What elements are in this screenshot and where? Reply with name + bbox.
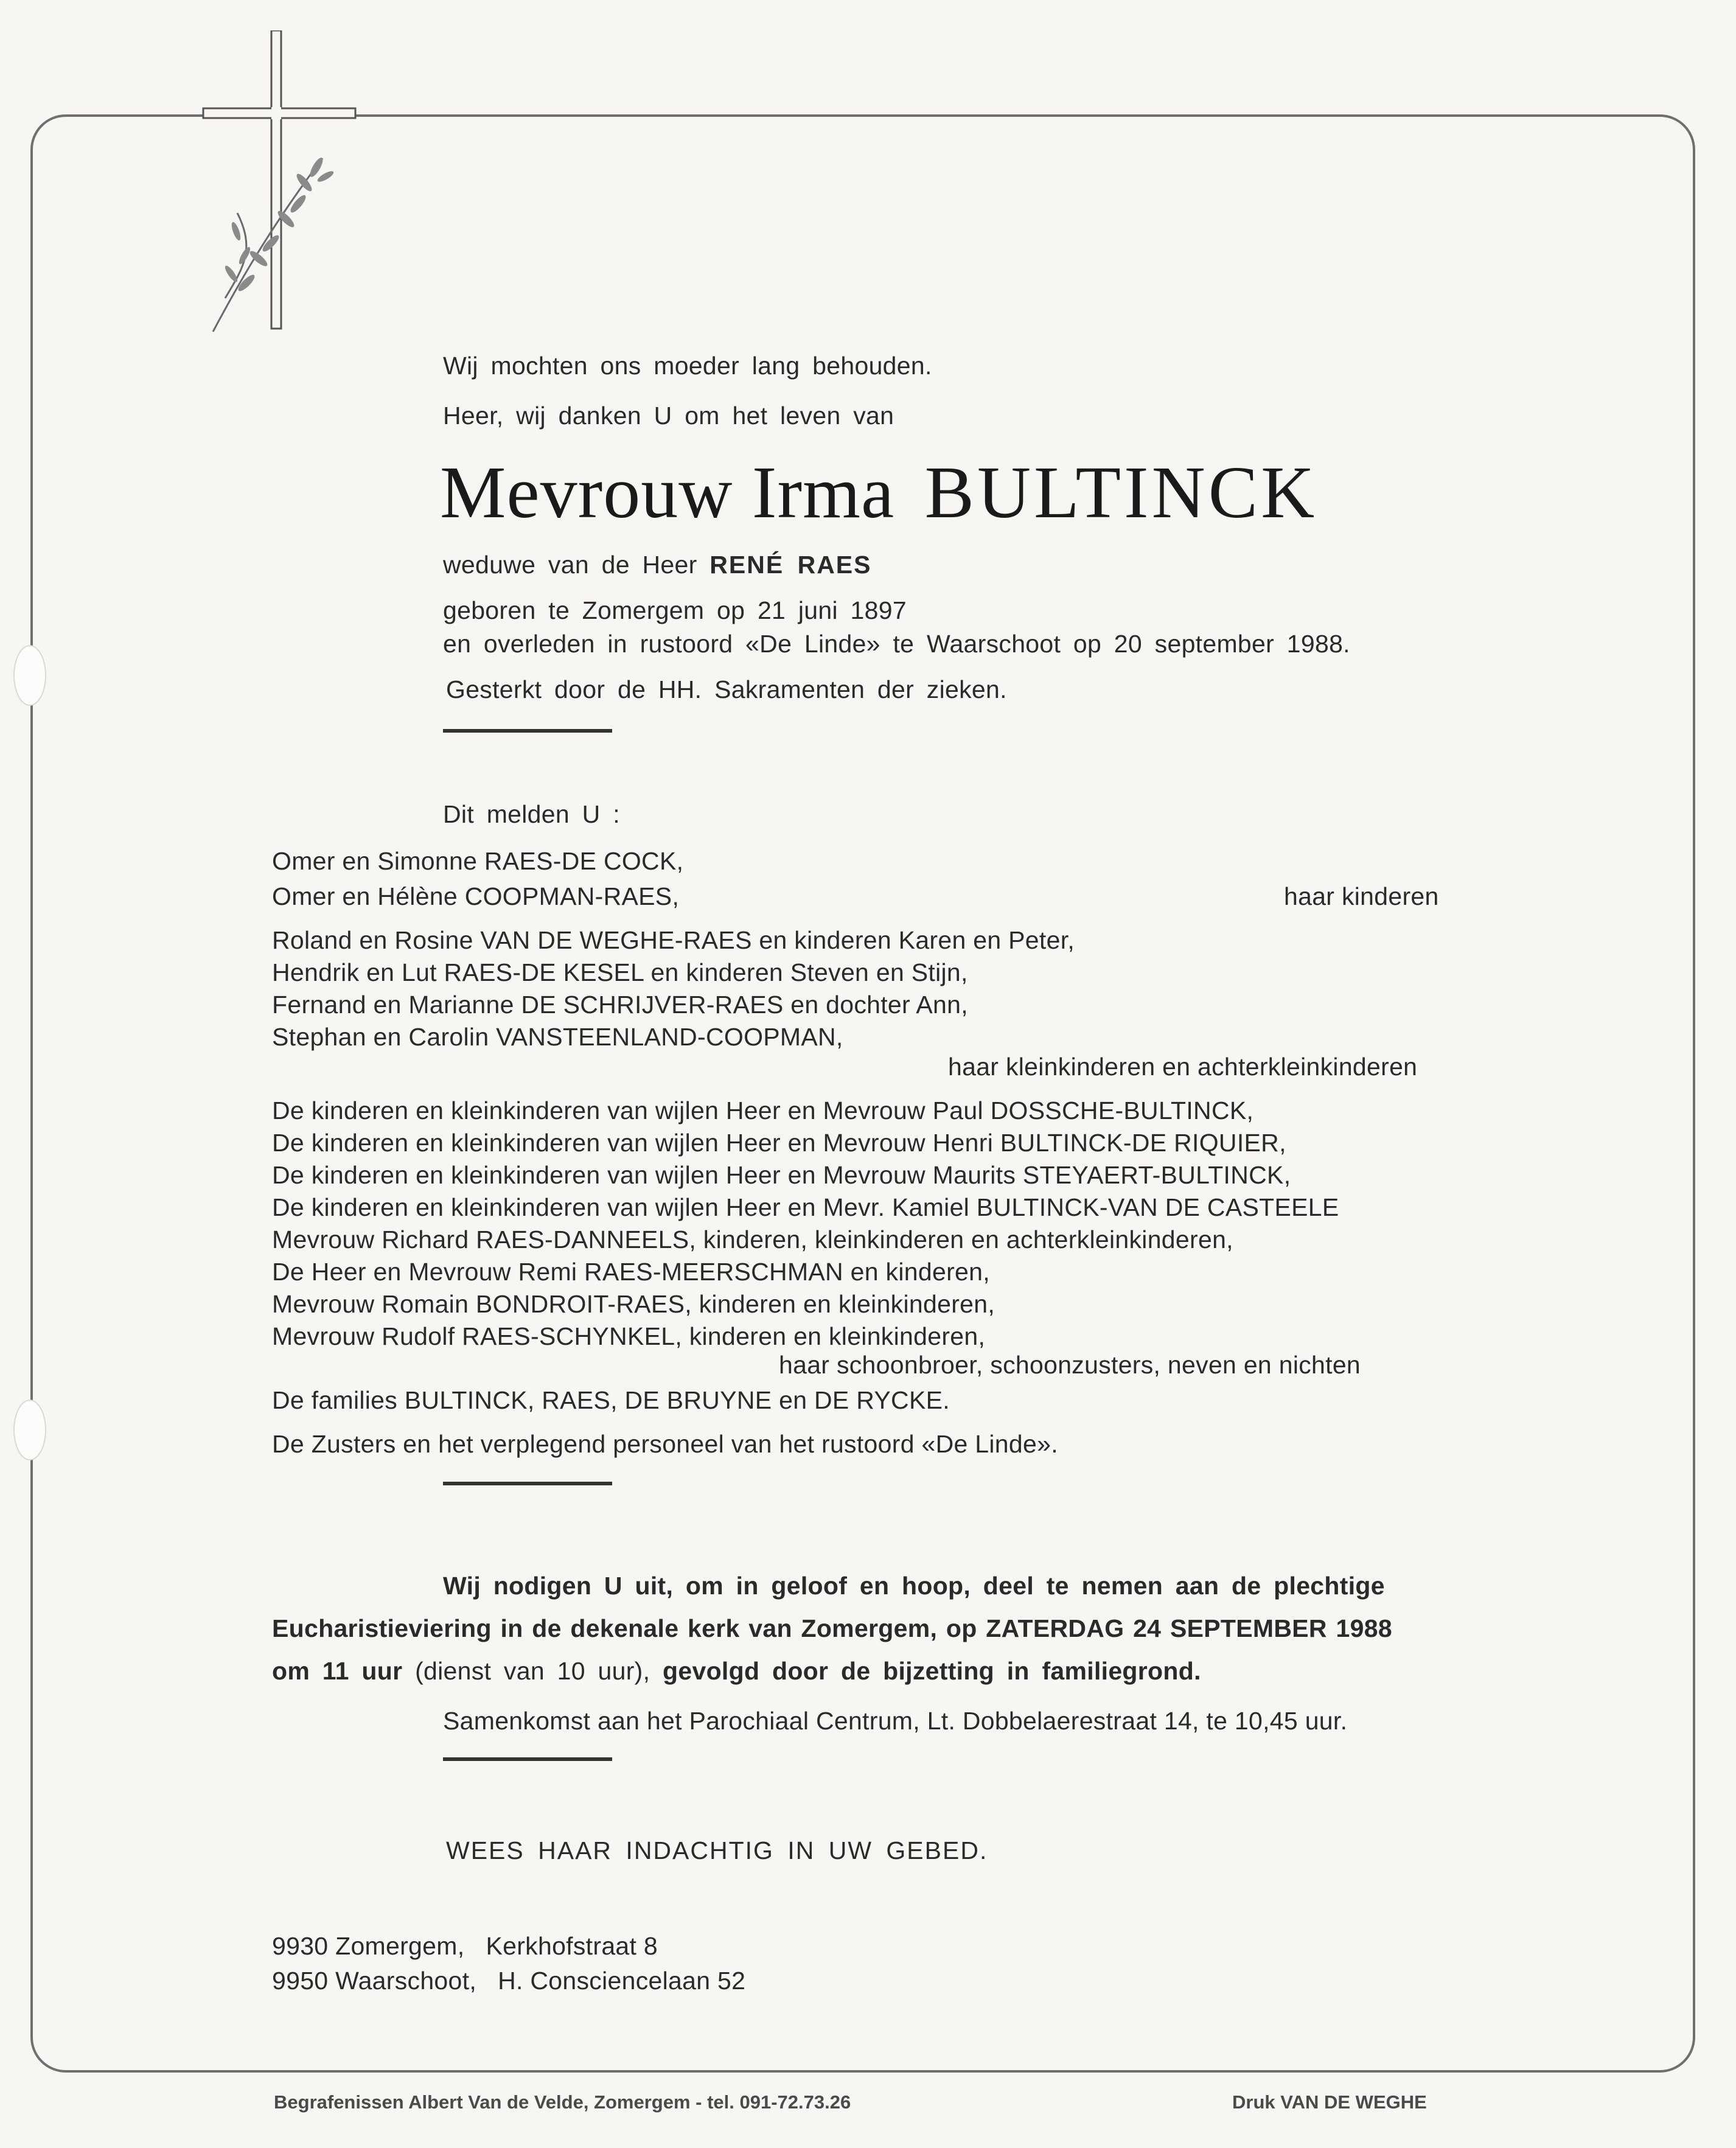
invitation-line [272,1657,1201,1686]
family-line: Mevrouw Rudolf RAES-SCHYNKEL, kinderen en kleinkinderen, [272,1322,986,1350]
spouse-name: RENÉ RAES [709,551,872,579]
punch-hole [13,645,46,706]
family-line: De kinderen en kleinkinderen van wijlen Heer en Mevr. Kamiel BULTINCK-VAN DE CASTEELE [272,1193,1339,1221]
deceased-name [440,450,1317,535]
family-line: De kinderen en kleinkinderen van wijlen Heer en Mevrouw Henri BULTINCK-DE RIQUIER, [272,1129,1286,1157]
cross-with-branches-icon [201,30,359,335]
announce-heading: Dit melden U : [443,800,620,828]
undertaker-footer: Begrafenissen Albert Van de Velde, Zomergem - tel. 091-72.73.26 [274,2091,851,2113]
address-line: 9950 Waarschoot, H. Consciencelaan 52 [272,1967,746,1995]
family-line: De families BULTINCK, RAES, DE BRUYNE en DE RYCKE. [272,1386,950,1414]
punch-hole [13,1400,46,1460]
family-line: Mevrouw Romain BONDROIT-RAES, kinderen en kleinkinderen, [272,1290,995,1318]
family-line: Fernand en Marianne DE SCHRIJVER-RAES en dochter Ann, [272,991,968,1019]
gathering-line: Samenkomst aan het Parochiaal Centrum, Lt. Dobbelaerestraat 14, te 10,45 uur. [443,1707,1348,1735]
invitation-time: om 11 uur [272,1657,403,1685]
family-line: Hendrik en Lut RAES-DE KESEL en kinderen Steven en Stijn, [272,958,968,986]
address-line: 9930 Zomergem, Kerkhofstraat 8 [272,1932,658,1960]
divider [443,1757,612,1761]
relation-label: haar kleinkinderen en achterkleinkinderen [948,1053,1418,1081]
widow-prefix: weduwe van de Heer [443,551,697,579]
birth-line: geboren te Zomergem op 21 juni 1897 [443,596,907,624]
printer-footer: Druk VAN DE WEGHE [1232,2091,1427,2113]
widow-line [443,551,872,579]
family-line: Omer en Simonne RAES-DE COCK, [272,847,684,875]
divider [443,729,612,733]
intro-line: Wij mochten ons moeder lang behouden. [443,352,932,380]
prayer-line: WEES HAAR INDACHTIG IN UW GEBED. [446,1836,988,1864]
invitation-burial: gevolgd door de bijzetting in familiegrond. [663,1657,1201,1685]
invitation-line: Eucharistieviering in de dekenale kerk van Zomergem, op ZATERDAG 24 SEPTEMBER 1988 [272,1614,1392,1642]
relation-label: haar kinderen [1284,882,1439,910]
death-line: en overleden in rustoord «De Linde» te Waarschoot op 20 september 1988. [443,630,1350,658]
deceased-surname: BULTINCK [924,452,1318,534]
family-line: De Zusters en het verplegend personeel van het rustoord «De Linde». [272,1430,1058,1458]
intro-line: Heer, wij danken U om het leven van [443,402,894,430]
invitation-line: Wij nodigen U uit, om in geloof en hoop, deel te nemen aan de plechtige [443,1572,1385,1600]
family-line: Stephan en Carolin VANSTEENLAND-COOPMAN, [272,1023,843,1051]
family-line: De Heer en Mevrouw Remi RAES-MEERSCHMAN en kinderen, [272,1258,990,1286]
family-line: Roland en Rosine VAN DE WEGHE-RAES en kinderen Karen en Peter, [272,926,1075,954]
invitation-service: (dienst van 10 uur), [415,1657,650,1685]
family-line: De kinderen en kleinkinderen van wijlen Heer en Mevrouw Paul DOSSCHE-BULTINCK, [272,1097,1254,1125]
relation-label: haar schoonbroer, schoonzusters, neven en nichten [779,1351,1361,1379]
family-line: Omer en Hélène COOPMAN-RAES, [272,882,680,910]
family-line: De kinderen en kleinkinderen van wijlen Heer en Mevrouw Maurits STEYAERT-BULTINCK, [272,1161,1291,1189]
deceased-title: Mevrouw Irma [440,452,895,534]
family-line: Mevrouw Richard RAES-DANNEELS, kinderen, kleinkinderen en achterkleinkinderen, [272,1226,1233,1254]
sacraments-line: Gesterkt door de HH. Sakramenten der zieken. [446,675,1007,703]
divider [443,1482,612,1485]
